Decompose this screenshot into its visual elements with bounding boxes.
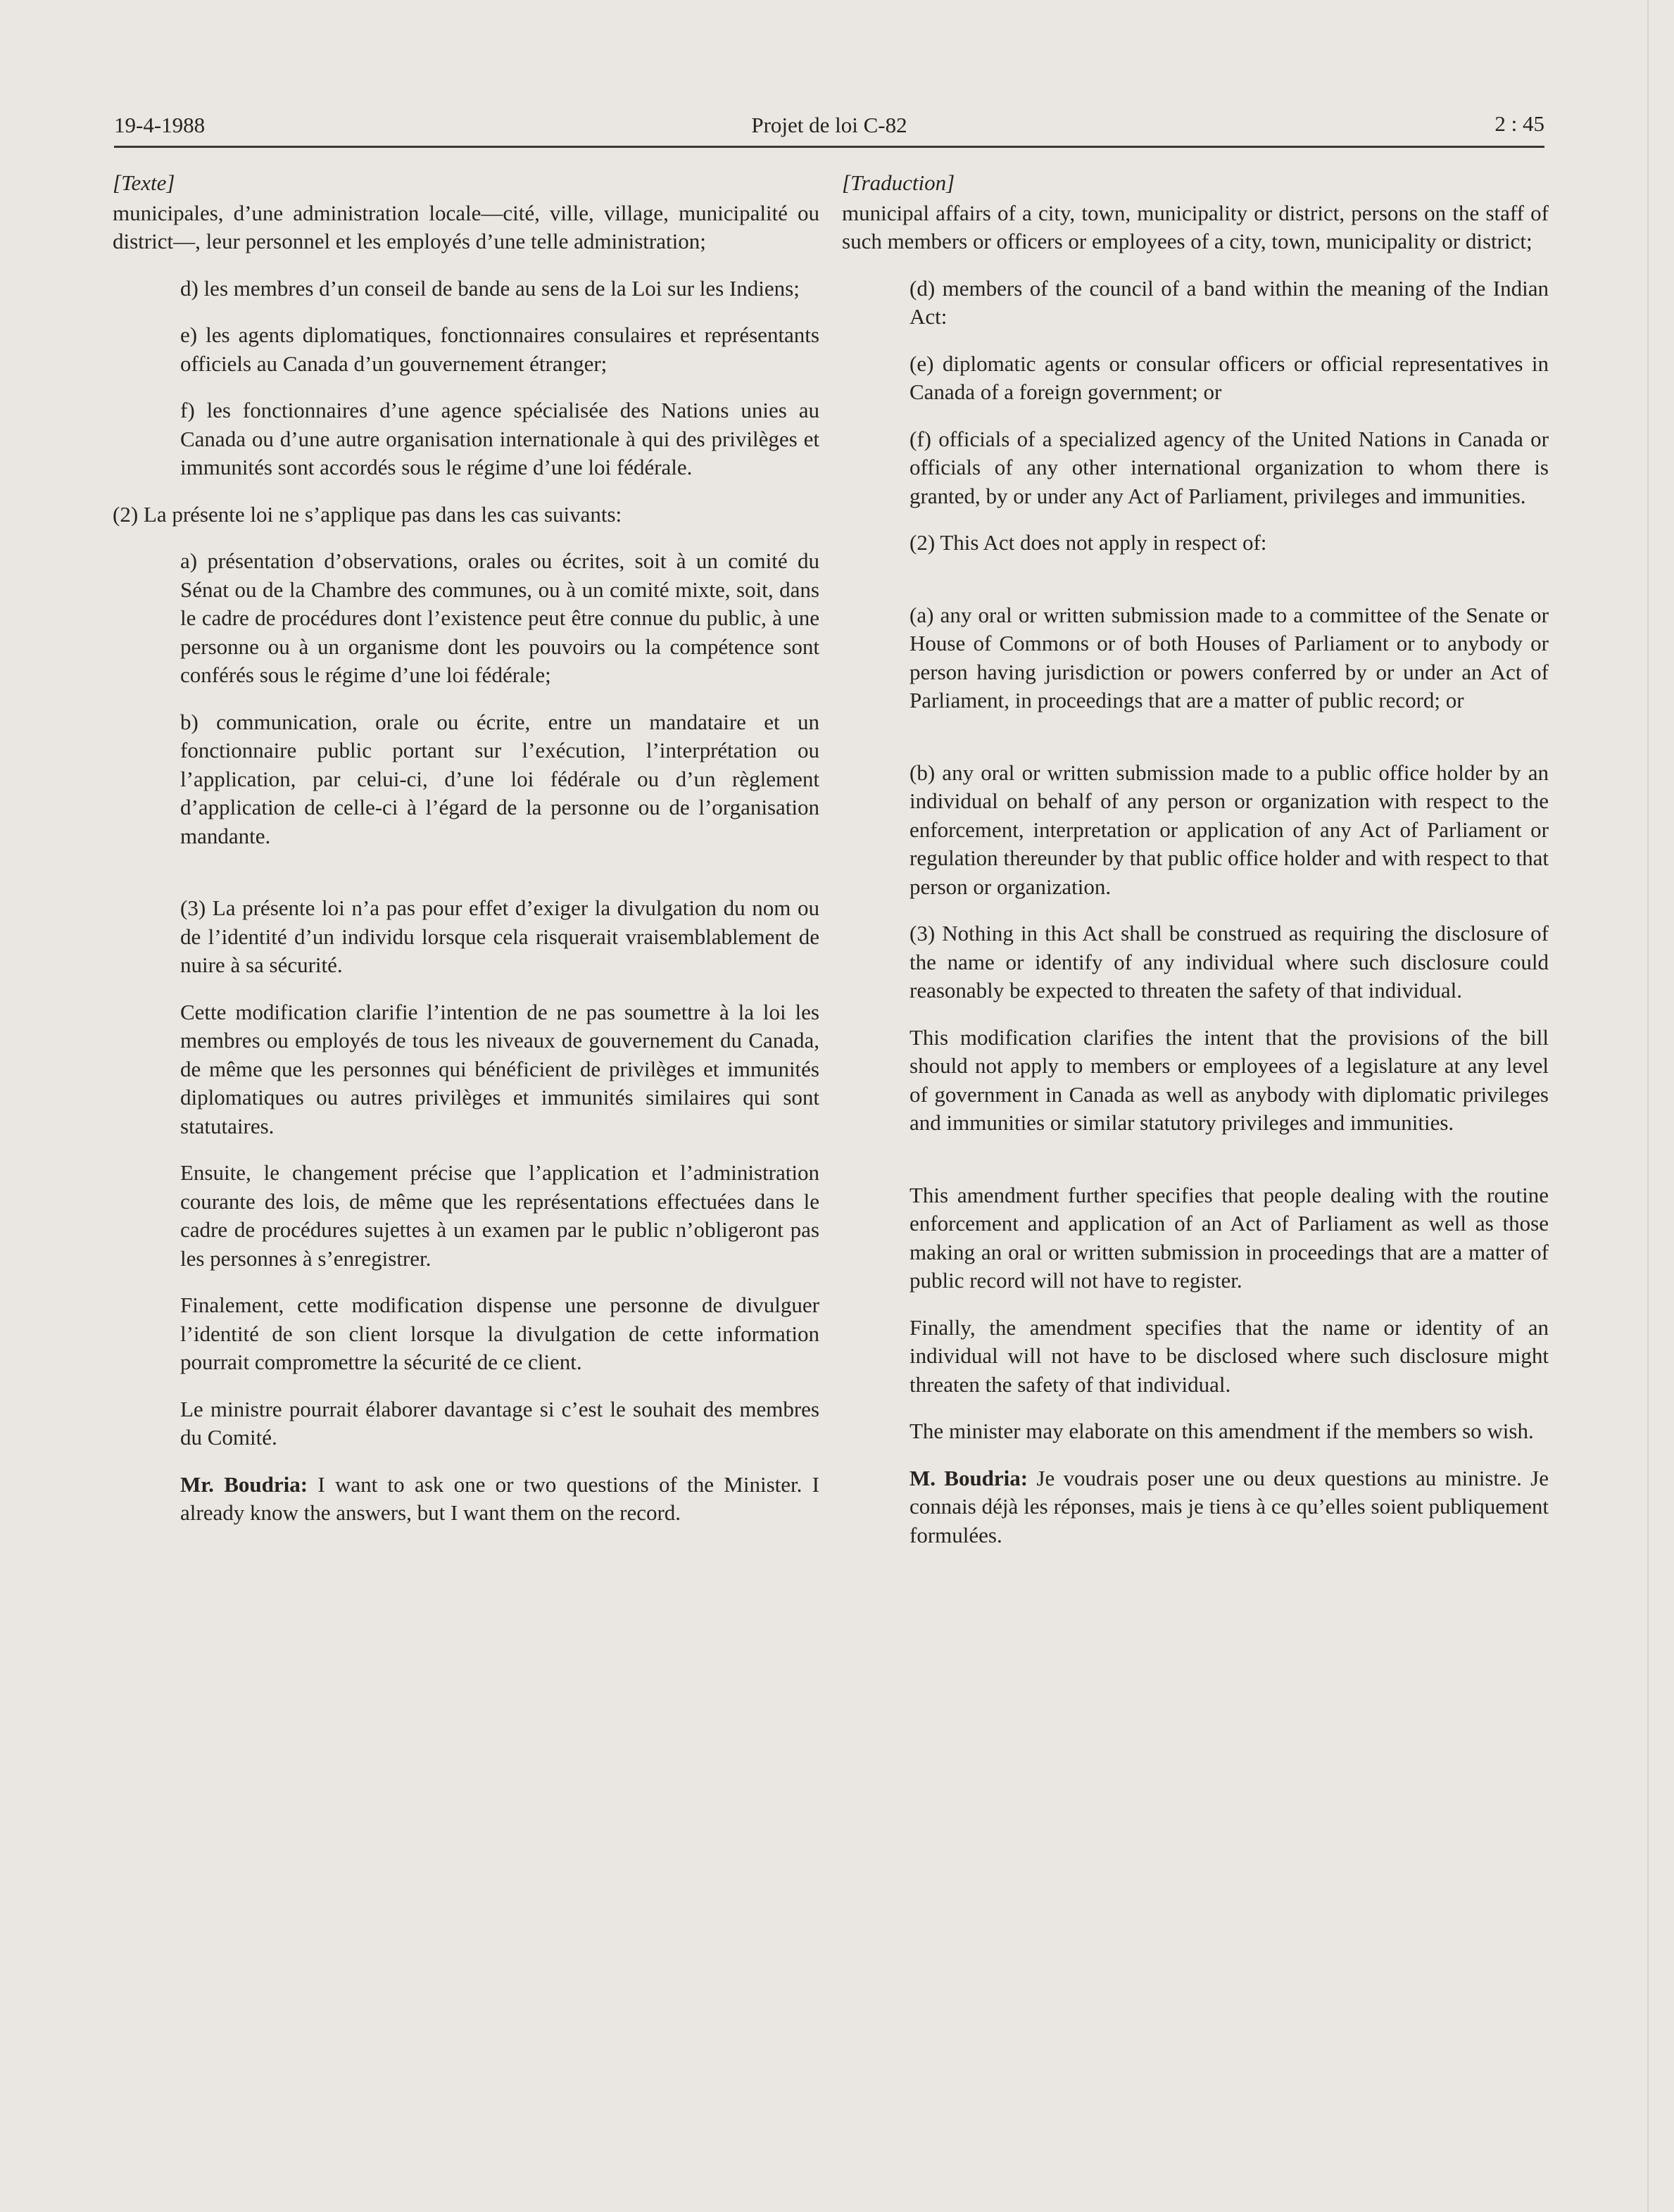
paragraph: Cette modification clarifie l’intention de ne pas soumettre à la loi les membres ou employés de tous les niveaux de gouvernement du Canada, de même que les personnes qui bénéficient de privilèges et immunités diplomatiques ou autres privilèges et immunités similaires qui sont statutaires. — [180, 999, 819, 1138]
paragraph: d) les membres d’un conseil de bande au sens de la Loi sur les Indiens; — [180, 275, 800, 301]
paragraph: (3) La présente loi n’a pas pour effet d’exiger la divulgation du nom ou de l’identité d’un individu lorsque cela risquerait vraisemblablement de nuire à sa sécurité. — [180, 896, 819, 977]
paragraph: Le ministre pourrait élaborer davantage si c’est le souhait des membres du Comité. — [180, 1396, 819, 1450]
paragraph: The minister may elaborate on this amendment if the members so wish. — [910, 1419, 1534, 1443]
english-column — [842, 169, 1549, 1568]
paragraph: Finalement, cette modification dispense une personne de divulguer l’identité de son client lorsque la divulgation de cette information pourrait compromettre la sécurité de ce client. — [180, 1293, 819, 1374]
header-date: 19-4-1988 — [114, 113, 206, 137]
paragraph: Ensuite, le changement précise que l’application et l’administration courante des lois, de même que les représentations effectuées dans le cadre de procédures sujettes à un examen par le public n’obligeront pas les personnes à s’enregistrer. — [180, 1160, 819, 1271]
binding-edge — [1647, 0, 1649, 2212]
speaker-paragraph — [910, 1464, 1549, 1550]
paragraph: (d) members of the council of a band within the meaning of the Indian Act: — [910, 275, 1549, 329]
paragraph: (a) any oral or written submission made to a committee of the Senate or House of Commons or of both Houses of Parliament or to anybody or person having jurisdiction or powers conferred by or under an Act of Parliament, in proceedings that are a matter of public record; or — [910, 602, 1549, 712]
paragraph: f) les fonctionnaires d’une agence spécialisée des Nations unies au Canada ou d’une autre organisation internationale à qui des privilèges et immunités sont accordés sous le régime d’une loi fédérale. — [180, 398, 819, 479]
header-page-number: 2 : 45 — [1494, 111, 1544, 136]
paragraph: This amendment further specifies that people dealing with the routine enforcement and application of an Act of Parliament as well as those making an oral or written submission in proceedings that are a matter of public record will not have to register. — [910, 1182, 1549, 1293]
page-header — [114, 106, 1544, 151]
speaker-name: Mr. Boudria: — [180, 1471, 308, 1497]
speaker-paragraph — [180, 1471, 819, 1528]
paragraph: b) communication, orale ou écrite, entre un mandataire et un fonctionnaire public portant sur l’exécution, l’interprétation ou l’application, par celui-ci, d’une loi fédérale ou d’un règlement d’application de celle-ci à l’égard de la personne ou de l’organisation mandante. — [180, 709, 819, 848]
column-label: [Texte] — [113, 170, 175, 195]
column-label: [Traduction] — [842, 170, 955, 195]
speaker-text: Je voudrais poser une ou deux questions au ministre. Je connais déjà les réponses, mais je tiens à ce qu’elles soient publiquement formulées. — [910, 1465, 1549, 1547]
french-column — [113, 169, 819, 1546]
paragraph: municipales, d’une administration locale—cité, ville, village, municipalité ou district—, leur personnel et les employés d’une telle administration; — [113, 200, 819, 253]
paragraph: This modification clarifies the intent that the provisions of the bill should not apply to members or employees of a legislature at any level of government in Canada as well as anybody with diplomatic privileges and immunities or similar statutory privileges and immunities. — [910, 1024, 1549, 1135]
speaker-name: M. Boudria: — [910, 1465, 1028, 1490]
paragraph: (3) Nothing in this Act shall be construed as requiring the disclosure of the name or identify of any individual where such disclosure could reasonably be expected to threaten the safety of that individual. — [910, 921, 1549, 1003]
paragraph: (f) officials of a specialized agency of the United Nations in Canada or officials of any other international organization to whom there is granted, by or under any Act of Parliament, privileges and immunities. — [910, 426, 1549, 508]
paragraph: (e) diplomatic agents or consular officers or official representatives in Canada of a foreign government; or — [910, 351, 1549, 404]
speaker-text: I want to ask one or two questions of the Minister. I already know the answers, but I want them on the record. — [180, 1471, 819, 1525]
paragraph: (2) This Act does not apply in respect of: — [910, 530, 1267, 555]
header-rule — [114, 146, 1544, 148]
paragraph: Finally, the amendment specifies that the name or identity of an individual will not have to be disclosed where such disclosure might threaten the safety of that individual. — [910, 1314, 1549, 1397]
paragraph: municipal affairs of a city, town, municipality or district, persons on the staff of such members or officers or employees of a city, town, municipality or district; — [842, 200, 1549, 253]
header-title: Projet de loi C-82 — [751, 113, 907, 137]
paragraph: a) présentation d’observations, orales ou écrites, soit à un comité du Sénat ou de la Chambre des communes, ou à un comité mixte, soit, dans le cadre de procédures dont l’existence peut être connue du public, à une personne ou à un organisme dont les pouvoirs ou la compétence sont conférés sous le régime d’une loi fédérale; — [180, 548, 819, 687]
paragraph: e) les agents diplomatiques, fonctionnaires consulaires et représentants officiels au Canada d’un gouvernement étranger; — [180, 322, 819, 376]
paragraph: (2) La présente loi ne s’applique pas dans les cas suivants: — [113, 501, 622, 527]
paragraph: (b) any oral or written submission made to a public office holder by an individual on behalf of any person or organization with respect to the enforcement, interpretation or application of any Act of Parliament or regulation thereunder by that public office holder and with respect to that person or organization. — [910, 760, 1549, 899]
